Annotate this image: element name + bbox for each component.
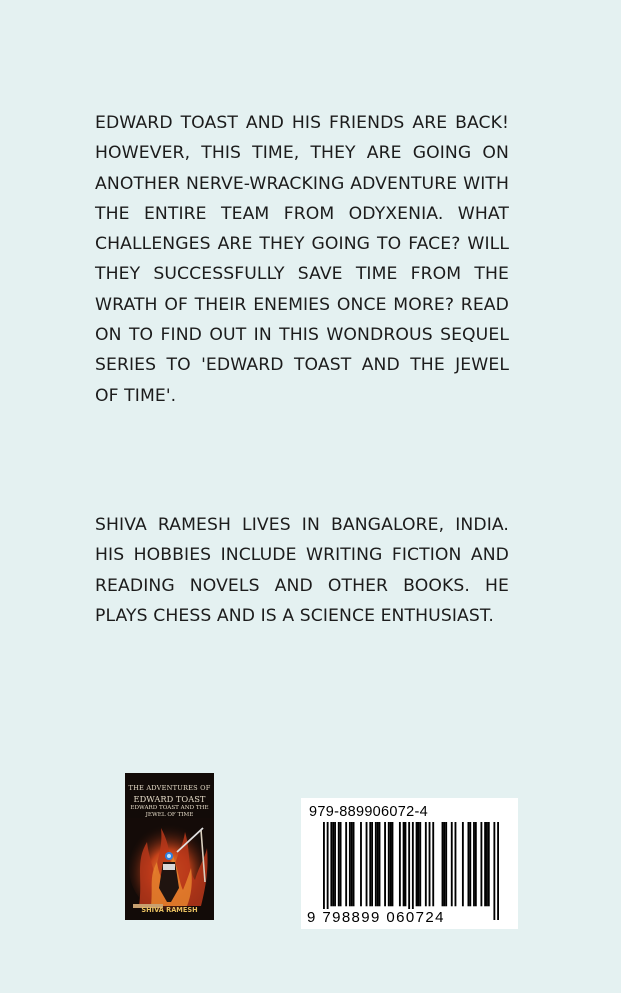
barcode-bar (334, 822, 336, 906)
thumbnail-author: SHIVA RAMESH (141, 906, 198, 914)
barcode-bar (480, 822, 482, 906)
ean-digits (307, 909, 507, 926)
barcode-bar (351, 822, 353, 906)
ean-right-group: 060724 (386, 909, 445, 926)
barcode-bars (323, 822, 499, 920)
barcode-bar (375, 822, 377, 906)
barcode-bar (349, 822, 351, 906)
barcode-bar (392, 822, 394, 906)
barcode-bar (366, 822, 368, 906)
barcode-bar (442, 822, 444, 906)
barcode-bar (360, 822, 362, 906)
barcode-bar (486, 822, 488, 906)
barcode-bar (403, 822, 405, 906)
barcode-bar (425, 822, 427, 906)
barcode-bar (419, 822, 421, 906)
thumbnail-series: THE ADVENTURES OF (128, 784, 211, 792)
ean-first-digit: 9 (307, 909, 317, 926)
barcode-bar (377, 822, 379, 906)
barcode-bar (330, 822, 332, 906)
barcode-bar (345, 822, 347, 906)
front-cover-thumbnail (125, 773, 214, 920)
barcode-bar (338, 822, 340, 906)
barcode-bar (468, 822, 470, 906)
barcode-bar (327, 822, 329, 920)
barcode-bar (445, 822, 447, 906)
barcode-bar (405, 822, 407, 906)
isbn-number: 979-889906072-4 (309, 804, 428, 820)
barcode-bar (384, 822, 386, 906)
barcode-bar (323, 822, 325, 920)
barcode-bar (462, 822, 464, 906)
barcode-bar (484, 822, 486, 906)
barcode-bar (388, 822, 390, 906)
barcode-bar (408, 822, 410, 920)
isbn-barcode (301, 798, 518, 929)
barcode-bar (353, 822, 355, 906)
barcode-bar (469, 822, 471, 906)
barcode-bar (416, 822, 418, 906)
barcode-bar (417, 822, 419, 906)
barcode-bar (493, 822, 495, 920)
barcode-bar (443, 822, 445, 906)
barcode-bar (371, 822, 373, 906)
barcode-bar (497, 822, 499, 920)
barcode-bar (475, 822, 477, 906)
ean-left-group: 798899 (322, 909, 381, 926)
barcode-bar (412, 822, 414, 920)
barcode-bar (455, 822, 457, 906)
barcode-bar (379, 822, 381, 906)
barcode-bar (429, 822, 431, 906)
barcode-bar (399, 822, 401, 906)
barcode-bar (332, 822, 334, 906)
thumbnail-title: EDWARD TOAST (133, 794, 206, 804)
barcode-bar (340, 822, 342, 906)
barcode-bar (488, 822, 490, 906)
barcode-bar (432, 822, 434, 906)
barcode-bar (473, 822, 475, 906)
barcode-bar (390, 822, 392, 906)
cover-art-illustration (125, 818, 214, 910)
author-bio: SHIVA RAMESH LIVES IN BANGALORE, INDIA. HIS HOBBIES INCLUDE WRITING FICTION AND READING NOVELS AND OTHER BOOKS. HE PLAYS CHESS AND IS A SCIENCE ENTHUSIAST. (95, 515, 509, 626)
barcode-bar (451, 822, 453, 906)
blurb-text: EDWARD TOAST AND HIS FRIENDS ARE BACK! HOWEVER, THIS TIME, THEY ARE GOING ON ANOTHER NERVE-WRACKING ADVENTURE WITH THE ENTIRE TEAM FROM ODYXENIA. WHAT CHALLENGES ARE THEY GOING TO FACE? WILL THEY SUCCESSFULLY SAVE TIME FROM THE WRATH OF THEIR ENEMIES ONCE MORE? READ ON TO FIND OUT IN THIS WONDROUS SEQUEL SERIES TO 'EDWARD TOAST AND THE JEWEL OF TIME'. (95, 113, 509, 406)
thumbnail-subtitle: EDWARD TOAST AND THE JEWEL OF TIME (130, 805, 209, 818)
barcode-bar (369, 822, 371, 906)
